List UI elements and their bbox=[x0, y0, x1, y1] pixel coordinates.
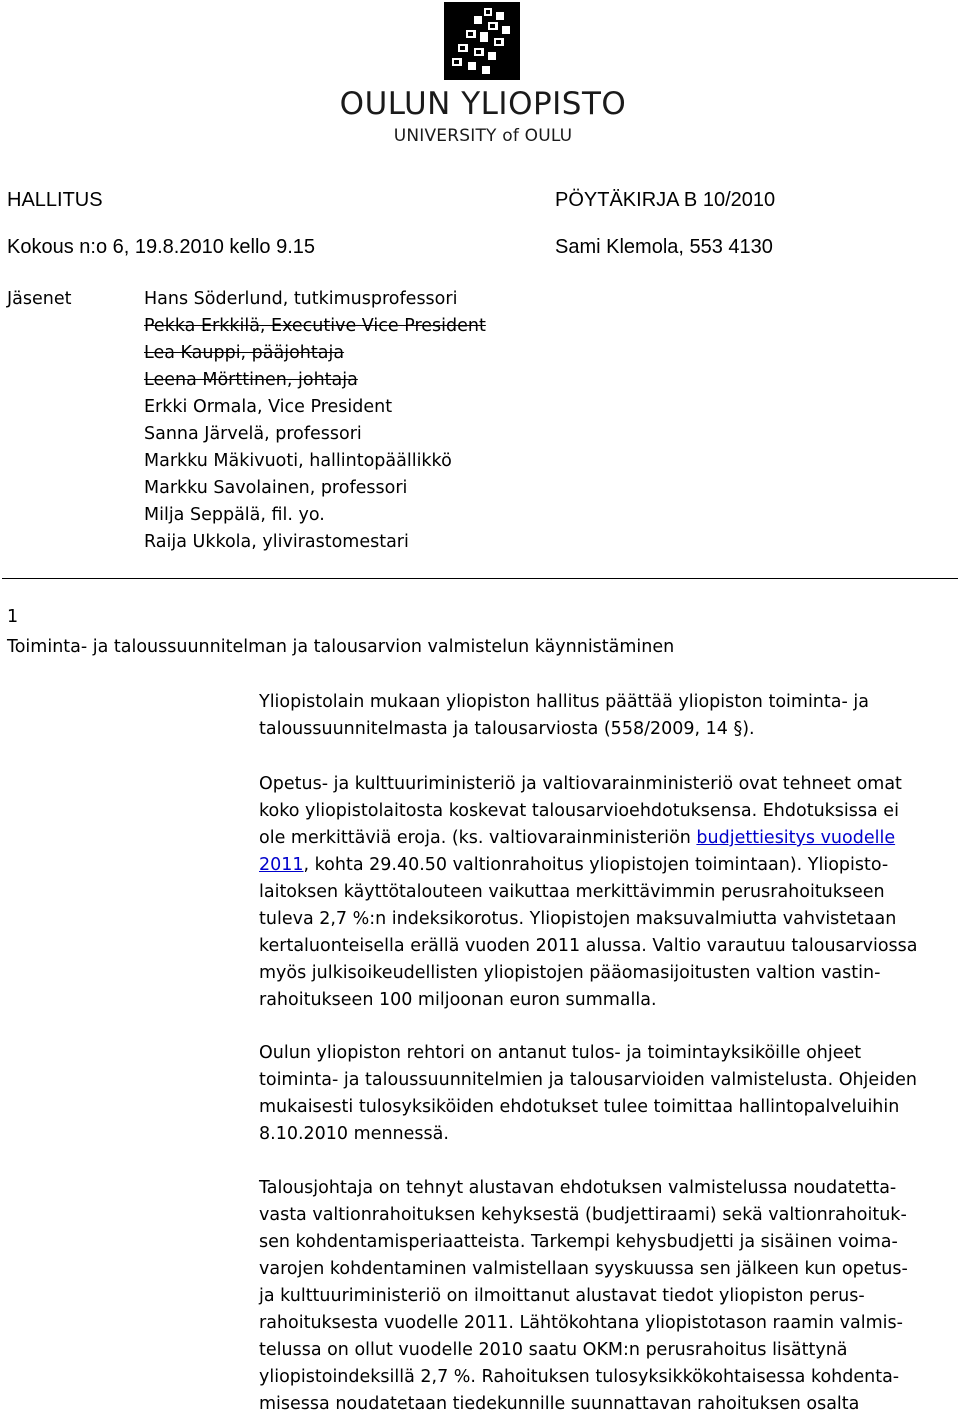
members-list bbox=[144, 286, 486, 556]
member-item: Hans Söderlund, tutkimusprofessori bbox=[144, 289, 458, 309]
governing-body: HALLITUS bbox=[7, 189, 103, 211]
budget-proposal-link[interactable]: budjettiesitys vuodelle bbox=[696, 828, 896, 848]
text-line: varojen kohdentaminen valmistellaan syyskuussa sen jälkeen kun opetus- bbox=[259, 1259, 908, 1279]
university-emblem-icon bbox=[444, 2, 520, 80]
text-line: toiminta- ja taloussuunnitelmien ja talousarvioiden valmistelusta. Ohjeiden bbox=[259, 1070, 918, 1090]
budget-proposal-link-year[interactable]: 2011 bbox=[259, 855, 304, 875]
member-item: Milja Seppälä, fil. yo. bbox=[144, 505, 325, 525]
members-label: Jäsenet bbox=[7, 289, 72, 309]
text-line: myös julkisoikeudellisten yliopistojen pääomasijoitusten valtion vastin- bbox=[259, 963, 881, 983]
text-line bbox=[259, 825, 959, 852]
text-line: rahoituksesta vuodelle 2011. Lähtökohtana yliopistotason raamin valmis- bbox=[259, 1313, 903, 1333]
section-title: Toiminta- ja taloussuunnitelman ja talousarvion valmistelun käynnistäminen bbox=[7, 637, 675, 657]
text-line: rahoitukseen 100 miljoonan euron summalla. bbox=[259, 990, 657, 1010]
member-item: Lea Kauppi, pääjohtaja bbox=[144, 343, 345, 363]
text-line: Oulun yliopiston rehtori on antanut tulos- ja toimintayksiköille ohjeet bbox=[259, 1043, 862, 1063]
text-line: laitoksen käyttötalouteen vaikuttaa merkittävimmin perusrahoitukseen bbox=[259, 882, 885, 902]
member-item: Raija Ukkola, ylivirastomestari bbox=[144, 532, 409, 552]
paragraph-legal-basis bbox=[259, 689, 959, 743]
text-line: Opetus- ja kulttuuriministeriö ja valtiovarainministeriö ovat tehneet omat bbox=[259, 774, 902, 794]
text-line: kertaluonteisella erällä vuoden 2011 alussa. Valtio varautuu talousarviossa bbox=[259, 936, 918, 956]
text-line: koko yliopistolaitosta koskevat talousarvioehdotuksensa. Ehdotuksissa ei bbox=[259, 801, 899, 821]
text-line: ja kulttuuriministeriö on ilmoittanut alustavat tiedot yliopiston perus- bbox=[259, 1286, 865, 1306]
member-item: Sanna Järvelä, professori bbox=[144, 424, 362, 444]
paragraph-ministry-budget bbox=[259, 771, 959, 1014]
text-line: Talousjohtaja on tehnyt alustavan ehdotuksen valmistelussa noudatetta- bbox=[259, 1178, 897, 1198]
text-line: sen kohdentamisperiaatteista. Tarkempi kehysbudjetti ja sisäinen voima- bbox=[259, 1232, 898, 1252]
text-line: vasta valtionrahoituksen kehyksestä (budjettiraami) sekä valtionrahoituk- bbox=[259, 1205, 907, 1225]
text-line: taloussuunnitelmasta ja talousarviosta (558/2009, 14 §). bbox=[259, 719, 755, 739]
text-line: mukaisesti tulosyksiköiden ehdotukset tulee toimittaa hallintopalveluihin bbox=[259, 1097, 900, 1117]
text-line: misessa noudatetaan tiedekunnille suunnattavan rahoituksen osalta bbox=[259, 1394, 860, 1414]
text-line: telussa on ollut vuodelle 2010 saatu OKM:n perusrahoitus lisättynä bbox=[259, 1340, 848, 1360]
text-line: 8.10.2010 mennessä. bbox=[259, 1124, 449, 1144]
text-segment: , kohta 29.40.50 valtionrahoitus yliopistojen toimintaan). Yliopisto- bbox=[303, 855, 889, 875]
section-divider bbox=[2, 578, 958, 579]
document-id: PÖYTÄKIRJA B 10/2010 bbox=[555, 189, 776, 211]
paragraph-rector-instructions bbox=[259, 1040, 959, 1148]
member-item: Erkki Ormala, Vice President bbox=[144, 397, 393, 417]
university-logo bbox=[300, 0, 660, 150]
text-line: yliopistoindeksillä 2,7 %. Rahoituksen tulosyksikkökohtaisessa kohdenta- bbox=[259, 1367, 900, 1387]
contact-person: Sami Klemola, 553 4130 bbox=[555, 236, 773, 258]
meeting-info: Kokous n:o 6, 19.8.2010 kello 9.15 bbox=[7, 236, 316, 258]
text-line bbox=[259, 852, 959, 879]
section-number: 1 bbox=[7, 607, 19, 627]
university-name: OULUN YLIOPISTO bbox=[339, 86, 627, 122]
member-item: Markku Savolainen, professori bbox=[144, 478, 408, 498]
paragraph-finance-director bbox=[259, 1175, 959, 1418]
university-name-english: UNIVERSITY of OULU bbox=[393, 126, 573, 146]
text-segment: ole merkittäviä eroja. (ks. valtiovarainministeriön bbox=[259, 828, 697, 848]
text-line: Yliopistolain mukaan yliopiston hallitus päättää yliopiston toiminta- ja bbox=[259, 692, 869, 712]
text-line: tuleva 2,7 %:n indeksikorotus. Yliopistojen maksuvalmiutta vahvistetaan bbox=[259, 909, 897, 929]
member-item: Markku Mäkivuoti, hallintopäällikkö bbox=[144, 451, 452, 471]
member-item: Leena Mörttinen, johtaja bbox=[144, 370, 358, 390]
member-item: Pekka Erkkilä, Executive Vice President bbox=[144, 316, 486, 336]
